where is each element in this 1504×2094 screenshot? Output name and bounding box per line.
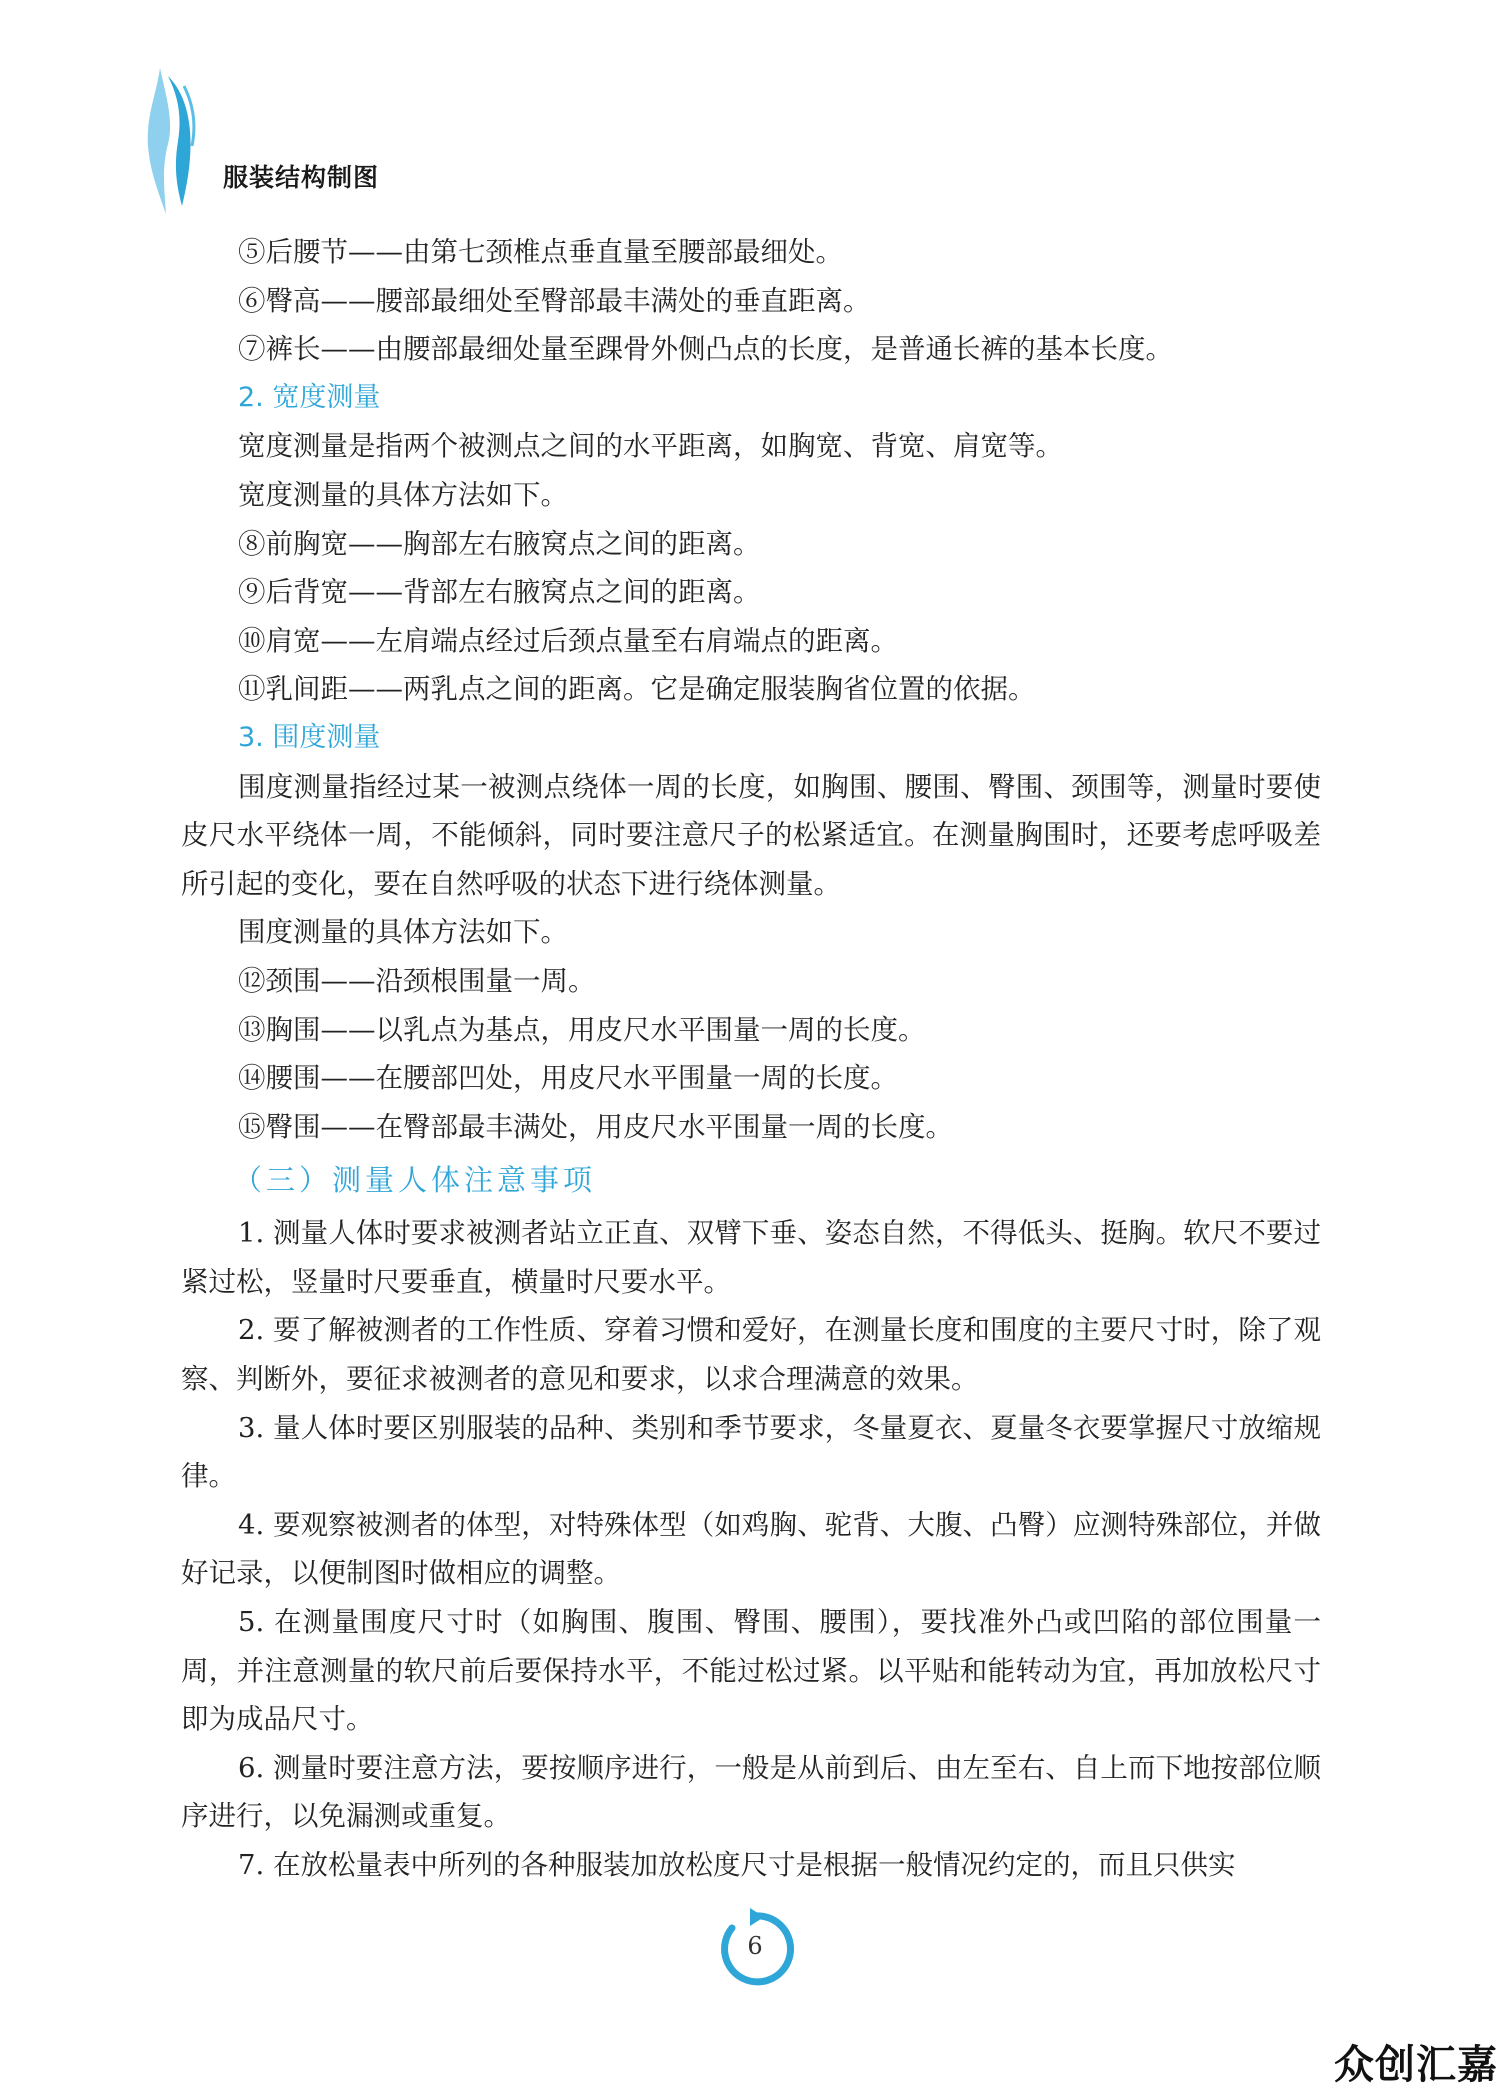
- list-item-hip-girth: ⑮臀围——在臀部最丰满处，用皮尺水平围量一周的长度。: [238, 1110, 953, 1143]
- list-item-trouser-length: ⑦裤长——由腰部最细处量至踝骨外侧凸点的长度，是普通长裤的基本长度。: [238, 333, 1173, 366]
- list-item-waist-girth: ⑭腰围——在腰部凹处，用皮尺水平围量一周的长度。: [238, 1062, 898, 1095]
- width-intro: 宽度测量是指两个被测点之间的水平距离，如胸宽、背宽、肩宽等。: [238, 430, 1063, 463]
- list-item-shoulder-width: ⑩肩宽——左肩端点经过后颈点量至右肩端点的距离。: [238, 624, 898, 657]
- page-number-badge: [712, 1906, 798, 1992]
- watermark: 众创汇嘉: [1334, 2042, 1498, 2088]
- list-item-neck-girth: ⑫颈围——沿颈根围量一周。: [238, 964, 596, 997]
- heading-measurement-notes: （三）测量人体注意事项: [233, 1163, 597, 1198]
- note-item: 3. 量人体时要区别服装的品种、类别和季节要求，冬量夏衣、夏量冬衣要掌握尺寸放缩规律。: [181, 1411, 1321, 1493]
- note-item: 6. 测量时要注意方法，要按顺序进行，一般是从前到后、由左至右、自上而下地按部位顺序进行，以免漏测或重复。: [181, 1751, 1321, 1833]
- note-item: 1. 测量人体时要求被测者站立正直、双臂下垂、姿态自然，不得低头、挺胸。软尺不要过紧过松，竖量时尺要垂直，横量时尺要水平。: [181, 1217, 1321, 1298]
- list-item-chest-width: ⑧前胸宽——胸部左右腋窝点之间的距离。: [238, 527, 761, 560]
- girth-intro: 围度测量指经过某一被测点绕体一周的长度，如胸围、腰围、臀围、颈围等，测量时要使皮尺水平绕体一周，不能倾斜，同时要注意尺子的松紧适宜。在测量胸围时，还要考虑呼吸差所引起的变化，要在自然呼吸的状态下进行绕体测量。: [181, 770, 1321, 900]
- page-number: 6: [747, 1932, 763, 1960]
- list-item-hip-height: ⑥臀高——腰部最细处至臀部最丰满处的垂直距离。: [238, 284, 871, 317]
- book-title: 服装结构制图: [223, 163, 380, 192]
- heading-girth-measurement: 3. 围度测量: [238, 721, 381, 753]
- list-item-back-waist: ⑤后腰节——由第七颈椎点垂直量至腰部最细处。: [238, 236, 843, 268]
- heading-width-measurement: 2. 宽度测量: [238, 381, 381, 413]
- note-item: 7. 在放松量表中所列的各种服装加放松度尺寸是根据一般情况约定的，而且只供实: [238, 1849, 1236, 1881]
- list-item-bust-distance: ⑪乳间距——两乳点之间的距离。它是确定服装胸省位置的依据。: [238, 673, 1036, 706]
- width-method: 宽度测量的具体方法如下。: [238, 478, 568, 511]
- figure-logo-icon: [138, 66, 208, 216]
- list-item-back-width: ⑨后背宽——背部左右腋窝点之间的距离。: [238, 576, 761, 609]
- girth-method: 围度测量的具体方法如下。: [238, 916, 568, 949]
- note-item: 4. 要观察被测者的体型，对特殊体型（如鸡胸、驼背、大腹、凸臀）应测特殊部位，并做好记录，以便制图时做相应的调整。: [181, 1508, 1321, 1590]
- note-item: 5. 在测量围度尺寸时（如胸围、腹围、臀围、腰围），要找准外凸或凹陷的部位围量一周，并注意测量的软尺前后要保持水平，不能过松过紧。以平贴和能转动为宜，再加放松尺寸即为成品尺寸。: [181, 1606, 1321, 1736]
- note-item: 2. 要了解被测者的工作性质、穿着习惯和爱好，在测量长度和围度的主要尺寸时，除了观察、判断外，要征求被测者的意见和要求，以求合理满意的效果。: [181, 1314, 1321, 1396]
- page-body: [181, 228, 1321, 1890]
- list-item-bust-girth: ⑬胸围——以乳点为基点，用皮尺水平围量一周的长度。: [238, 1013, 926, 1046]
